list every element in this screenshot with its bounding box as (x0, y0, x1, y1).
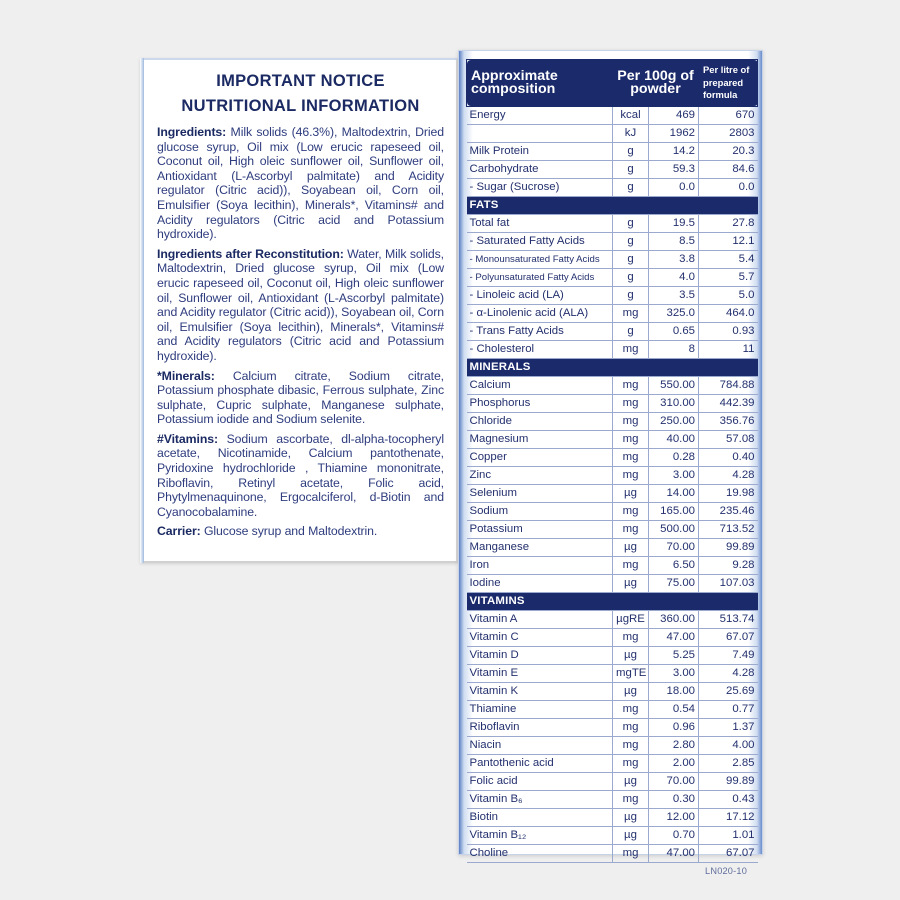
nutrient-label: Calcium (467, 376, 613, 394)
table-section-row (467, 358, 758, 376)
nutrition-table (466, 59, 758, 863)
table-row (467, 376, 758, 394)
value-per-100g: 310.00 (649, 394, 699, 412)
value-per-100g: 250.00 (649, 412, 699, 430)
value-per-litre: 67.07 (699, 628, 758, 646)
nutrient-label: - Monounsaturated Fatty Acids (467, 250, 613, 268)
nutrient-label: Vitamin K (467, 682, 613, 700)
paragraph-text: Water, Milk solids, Maltodextrin, Dried glucose syrup, Oil mix (Low erucic rapeseed oil, Coconut oil, High oleic sunflower oil, Sunflower oil, Antioxidant (L-Ascorbyl palmitate) and Acidity regulator (Citric acid)), Soyabean oil, Corn oil, Emulsifier (Soya lecithin), Minerals*, Vitamins# and Acidity regulators (Citric acid and Potassium hydroxide). (157, 246, 444, 363)
table-row (467, 628, 758, 646)
value-per-100g: 0.30 (649, 790, 699, 808)
table-row (467, 286, 758, 304)
value-per-100g: 0.96 (649, 718, 699, 736)
value-per-litre: 0.40 (699, 448, 758, 466)
nutrient-unit: mg (613, 304, 649, 322)
value-per-litre: 7.49 (699, 646, 758, 664)
ingredient-paragraph (157, 524, 444, 539)
table-row (467, 484, 758, 502)
table-row (467, 502, 758, 520)
nutrient-unit: mg (613, 430, 649, 448)
table-row (467, 664, 758, 682)
nutrient-unit: µg (613, 484, 649, 502)
value-per-litre: 2803 (699, 124, 758, 142)
header-approximate-composition: Approximate composition (467, 60, 613, 107)
table-row (467, 754, 758, 772)
nutrient-label: Manganese (467, 538, 613, 556)
nutrient-label: - Cholesterol (467, 340, 613, 358)
table-row (467, 610, 758, 628)
nutrient-label: Phosphorus (467, 394, 613, 412)
nutrient-unit: g (613, 250, 649, 268)
value-per-litre: 57.08 (699, 430, 758, 448)
table-row (467, 574, 758, 592)
table-row (467, 466, 758, 484)
value-per-100g: 3.00 (649, 466, 699, 484)
value-per-100g: 8.5 (649, 232, 699, 250)
nutrient-label: Milk Protein (467, 142, 613, 160)
value-per-100g: 59.3 (649, 160, 699, 178)
paragraph-heading: Ingredients after Reconstitution: (157, 246, 344, 261)
value-per-litre: 4.28 (699, 664, 758, 682)
value-per-litre: 99.89 (699, 538, 758, 556)
value-per-litre: 27.8 (699, 214, 758, 232)
value-per-litre: 513.74 (699, 610, 758, 628)
table-row (467, 322, 758, 340)
nutrient-label: Potassium (467, 520, 613, 538)
value-per-100g: 360.00 (649, 610, 699, 628)
nutrient-unit: mg (613, 412, 649, 430)
value-per-100g: 3.5 (649, 286, 699, 304)
value-per-100g: 8 (649, 340, 699, 358)
notice-title-important: IMPORTANT NOTICE (216, 72, 385, 90)
nutrient-unit: µg (613, 772, 649, 790)
nutrient-label: - Saturated Fatty Acids (467, 232, 613, 250)
value-per-100g: 0.54 (649, 700, 699, 718)
table-row (467, 304, 758, 322)
value-per-100g: 75.00 (649, 574, 699, 592)
nutrient-label: Niacin (467, 736, 613, 754)
table-row (467, 700, 758, 718)
paragraph-heading: Carrier: (157, 524, 201, 539)
table-row (467, 448, 758, 466)
nutrient-label: Iron (467, 556, 613, 574)
value-per-100g: 70.00 (649, 772, 699, 790)
value-per-100g: 14.2 (649, 142, 699, 160)
nutrient-label: Energy (467, 106, 613, 124)
nutrient-label: Vitamin D (467, 646, 613, 664)
ingredient-paragraph (157, 369, 444, 427)
nutrient-label: Biotin (467, 808, 613, 826)
value-per-100g: 47.00 (649, 628, 699, 646)
value-per-100g: 469 (649, 106, 699, 124)
paragraph-heading: *Minerals: (157, 368, 215, 383)
nutrient-unit: µg (613, 646, 649, 664)
value-per-100g: 0.28 (649, 448, 699, 466)
nutrient-label: Vitamin B₆ (467, 790, 613, 808)
paragraph-text: Calcium citrate, Sodium citrate, Potassium phosphate dibasic, Ferrous sulphate, Zinc sulphate, Cupric sulphate, Manganese sulphate, Potassium iodide and Sodium selenite. (157, 368, 444, 427)
section-label: VITAMINS (467, 592, 758, 610)
nutrient-label: Vitamin B₁₂ (467, 826, 613, 844)
nutrient-unit: µg (613, 682, 649, 700)
nutrient-unit: g (613, 160, 649, 178)
value-per-100g: 19.5 (649, 214, 699, 232)
value-per-litre: 12.1 (699, 232, 758, 250)
table-row (467, 772, 758, 790)
nutrient-label: Selenium (467, 484, 613, 502)
paragraph-heading: Ingredients: (157, 125, 227, 139)
nutrient-label: Sodium (467, 502, 613, 520)
value-per-100g: 325.0 (649, 304, 699, 322)
value-per-100g: 500.00 (649, 520, 699, 538)
value-per-100g: 1962 (649, 124, 699, 142)
value-per-100g: 550.00 (649, 376, 699, 394)
nutrient-unit: kcal (613, 106, 649, 124)
value-per-litre: 5.4 (699, 250, 758, 268)
value-per-100g: 0.65 (649, 322, 699, 340)
nutrient-label: Carbohydrate (467, 160, 613, 178)
paragraph-text: Sodium ascorbate, dl-alpha-tocopheryl acetate, Nicotinamide, Calcium pantothenate, Pyridoxine hydrochloride , Thiamine mononitrate, Riboflavin, Retinyl acetate, Folic acid, Phytylmenaquinone, Ergocalciferol, d-Biotin and Cyanocobalamine. (157, 431, 444, 519)
table-row (467, 826, 758, 844)
nutrient-label: Total fat (467, 214, 613, 232)
nutrient-unit: mg (613, 376, 649, 394)
paragraph-text: Milk solids (46.3%), Maltodextrin, Dried glucose syrup, Oil mix (Low erucic rapeseed oil, Coconut oil, High oleic sunflower oil, Sunflower oil, Antioxidant (L-Ascorbyl palmitate) and Acidity regulator (Citric acid)), Soyabean oil, Corn oil, Emulsifier (Soya lecithin), Minerals*, Vitamins# and Acidity regulators (Citric acid and Potassium hydroxide). (157, 125, 444, 242)
value-per-litre: 20.3 (699, 142, 758, 160)
nutrient-unit: µg (613, 826, 649, 844)
nutrient-unit: g (613, 214, 649, 232)
table-row (467, 340, 758, 358)
ingredient-paragraph (157, 125, 444, 242)
table-row (467, 106, 758, 124)
value-per-litre: 99.89 (699, 772, 758, 790)
value-per-litre: 84.6 (699, 160, 758, 178)
table-row (467, 142, 758, 160)
value-per-litre: 4.28 (699, 466, 758, 484)
nutrient-unit: g (613, 322, 649, 340)
table-row (467, 178, 758, 196)
notice-title-nutritional-information: NUTRITIONAL INFORMATION (181, 97, 420, 115)
nutrient-label: Magnesium (467, 430, 613, 448)
table-row (467, 538, 758, 556)
table-section-row (467, 592, 758, 610)
nutrient-unit: g (613, 268, 649, 286)
value-per-litre: 0.77 (699, 700, 758, 718)
nutrient-label: Thiamine (467, 700, 613, 718)
paragraph-text: Glucose syrup and Maltodextrin. (200, 524, 378, 539)
notice-body (157, 125, 444, 539)
nutrient-unit: kJ (613, 124, 649, 142)
value-per-100g: 4.0 (649, 268, 699, 286)
nutrient-unit: mg (613, 700, 649, 718)
table-row (467, 520, 758, 538)
value-per-litre: 713.52 (699, 520, 758, 538)
value-per-100g: 3.00 (649, 664, 699, 682)
footer-code: LN020-10 (705, 865, 747, 876)
table-row (467, 214, 758, 232)
nutrient-label: - Trans Fatty Acids (467, 322, 613, 340)
value-per-litre: 670 (699, 106, 758, 124)
nutrient-label: Iodine (467, 574, 613, 592)
nutrient-label: Zinc (467, 466, 613, 484)
table-row (467, 430, 758, 448)
nutrient-unit: mg (613, 502, 649, 520)
nutrient-label: Riboflavin (467, 718, 613, 736)
table-row (467, 412, 758, 430)
table-row (467, 718, 758, 736)
value-per-100g: 14.00 (649, 484, 699, 502)
ingredient-paragraph (157, 247, 444, 364)
value-per-litre: 25.69 (699, 682, 758, 700)
value-per-100g: 47.00 (649, 844, 699, 862)
value-per-100g: 0.70 (649, 826, 699, 844)
nutrient-label: Vitamin C (467, 628, 613, 646)
value-per-100g: 165.00 (649, 502, 699, 520)
value-per-litre: 19.98 (699, 484, 758, 502)
value-per-litre: 464.0 (699, 304, 758, 322)
value-per-litre: 11 (699, 340, 758, 358)
value-per-100g: 6.50 (649, 556, 699, 574)
nutrient-unit: mg (613, 736, 649, 754)
nutrient-unit: mg (613, 466, 649, 484)
nutrient-unit: mg (613, 628, 649, 646)
header-per-100g-of-powder: Per 100g of powder (613, 60, 699, 107)
nutrient-label: Folic acid (467, 772, 613, 790)
nutrient-label: Pantothenic acid (467, 754, 613, 772)
value-per-litre: 784.88 (699, 376, 758, 394)
value-per-100g: 2.80 (649, 736, 699, 754)
value-per-litre: 0.93 (699, 322, 758, 340)
nutrient-unit: mg (613, 790, 649, 808)
nutrient-unit: g (613, 178, 649, 196)
paragraph-heading: #Vitamins: (157, 431, 218, 446)
nutrient-label: - Polyunsaturated Fatty Acids (467, 268, 613, 286)
value-per-litre: 1.01 (699, 826, 758, 844)
value-per-litre: 9.28 (699, 556, 758, 574)
table-row (467, 232, 758, 250)
nutrient-unit: µg (613, 808, 649, 826)
nutrient-unit: g (613, 142, 649, 160)
header-per-litre-of-prepared-formula: Per litre of prepared formula (699, 60, 758, 107)
value-per-100g: 12.00 (649, 808, 699, 826)
nutrient-unit: mg (613, 754, 649, 772)
value-per-litre: 0.43 (699, 790, 758, 808)
nutrient-unit: g (613, 286, 649, 304)
nutrient-unit: µg (613, 574, 649, 592)
value-per-100g: 5.25 (649, 646, 699, 664)
value-per-litre: 107.03 (699, 574, 758, 592)
nutrient-label: - Sugar (Sucrose) (467, 178, 613, 196)
value-per-litre: 5.0 (699, 286, 758, 304)
nutrient-unit: mg (613, 556, 649, 574)
nutrient-unit: mgTE (613, 664, 649, 682)
nutrient-unit: mg (613, 520, 649, 538)
nutrient-unit: mg (613, 340, 649, 358)
nutrition-table-body (467, 106, 758, 862)
nutrient-label (467, 124, 613, 142)
table-header-row (467, 60, 758, 107)
nutrient-label: - Linoleic acid (LA) (467, 286, 613, 304)
nutrient-unit: mg (613, 718, 649, 736)
value-per-litre: 0.0 (699, 178, 758, 196)
value-per-litre: 67.07 (699, 844, 758, 862)
value-per-litre: 4.00 (699, 736, 758, 754)
nutrient-unit: mg (613, 394, 649, 412)
table-row (467, 682, 758, 700)
nutrient-unit: g (613, 232, 649, 250)
value-per-100g: 3.8 (649, 250, 699, 268)
value-per-litre: 5.7 (699, 268, 758, 286)
nutrition-table-panel (458, 50, 763, 876)
table-row (467, 160, 758, 178)
nutrient-label: - α-Linolenic acid (ALA) (467, 304, 613, 322)
value-per-litre: 17.12 (699, 808, 758, 826)
table-section-row (467, 196, 758, 214)
table-row (467, 790, 758, 808)
section-label: MINERALS (467, 358, 758, 376)
nutrient-label: Copper (467, 448, 613, 466)
table-row (467, 250, 758, 268)
nutrient-unit: µgRE (613, 610, 649, 628)
table-row (467, 556, 758, 574)
table-row (467, 736, 758, 754)
value-per-100g: 18.00 (649, 682, 699, 700)
nutrient-unit: mg (613, 844, 649, 862)
section-label: FATS (467, 196, 758, 214)
nutrient-label: Choline (467, 844, 613, 862)
value-per-litre: 235.46 (699, 502, 758, 520)
table-row (467, 808, 758, 826)
value-per-litre: 356.76 (699, 412, 758, 430)
table-row (467, 646, 758, 664)
nutrient-unit: µg (613, 538, 649, 556)
value-per-litre: 442.39 (699, 394, 758, 412)
table-row (467, 844, 758, 862)
table-row (467, 394, 758, 412)
value-per-100g: 0.0 (649, 178, 699, 196)
nutrient-label: Vitamin A (467, 610, 613, 628)
nutrient-unit: mg (613, 448, 649, 466)
table-row (467, 124, 758, 142)
value-per-100g: 70.00 (649, 538, 699, 556)
value-per-100g: 2.00 (649, 754, 699, 772)
nutrient-label: Vitamin E (467, 664, 613, 682)
value-per-litre: 1.37 (699, 718, 758, 736)
important-notice-panel (140, 58, 458, 563)
table-row (467, 268, 758, 286)
nutrient-label: Chloride (467, 412, 613, 430)
ingredient-paragraph (157, 432, 444, 520)
value-per-litre: 2.85 (699, 754, 758, 772)
value-per-100g: 40.00 (649, 430, 699, 448)
